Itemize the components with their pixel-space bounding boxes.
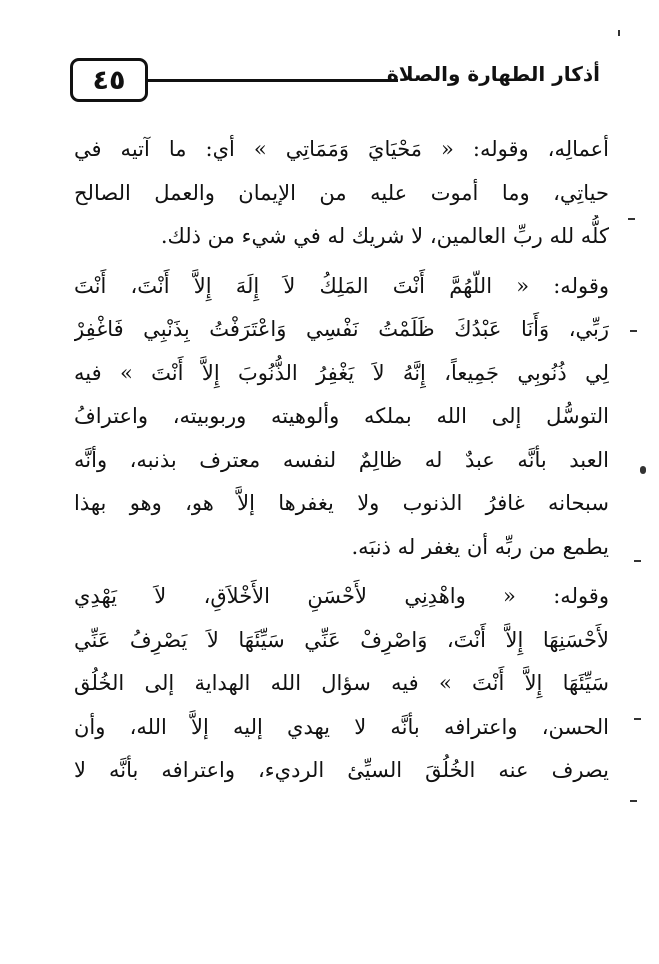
- paragraph-2: [74, 265, 609, 570]
- scan-mark: [630, 330, 637, 332]
- text-line: التوسُّل إلى الله بملكه وألوهيته وربوبيته، واعترافُ: [74, 404, 609, 428]
- scan-mark: [634, 718, 641, 720]
- body-text: [74, 128, 609, 793]
- scan-mark: [630, 800, 637, 802]
- text-line: أعمالِه، وقوله: « مَحْيَايَ وَمَمَاتِي » أي: ما آتيه في: [74, 137, 609, 161]
- text-line: يطمع من ربِّه أن يغفر له ذنبَه.: [351, 534, 609, 559]
- paragraph-3: [74, 575, 609, 793]
- text-line: العبد بأنَّه عبدٌ له ظالِمٌ لنفسه معترف بذنبه، وأنَّه: [74, 447, 609, 472]
- scan-mark: [618, 30, 620, 36]
- text-line: كلُّه لله ربِّ العالمين، لا شريك له في شيء من ذلك.: [160, 224, 609, 248]
- text-line: يصرف عنه الخُلُقَ السيِّئ الرديء، واعترافه بأنَّه لا: [74, 758, 609, 782]
- text-line: وقوله: « اللّهُمَّ أَنْتَ المَلِكُ لاَ إِلَهَ إِلاَّ أَنْتَ، أَنْتَ: [74, 273, 609, 298]
- text-line: حياتِي، وما أموت عليه من الإيمان والعمل الصالح: [74, 180, 609, 205]
- page-header: [70, 58, 600, 108]
- scan-mark: [628, 218, 635, 220]
- text-line: لأَحْسَنِهَا إِلاَّ أَنْتَ، وَاصْرِفْ عَنِّي سَيِّئَهَا لاَ يَصْرِفُ عَنِّي: [74, 627, 609, 652]
- page-number: ٤٥: [92, 64, 126, 96]
- text-line: لِي ذُنُوبِي جَمِيعاً، إِنَّهُ لاَ يَغْفِرُ الذُّنُوبَ إِلاَّ أَنْتَ » فيه: [74, 360, 609, 385]
- text-line: الحسن، واعترافه بأنَّه لا يهدي إليه إلاَّ الله، وأن: [74, 714, 609, 739]
- text-line: سبحانه غافرُ الذنوب ولا يغفرها إلاَّ هو، وهو بهذا: [74, 491, 609, 515]
- paragraph-1: [74, 128, 609, 259]
- text-line: سَيِّئَهَا إِلاَّ أَنْتَ » فيه سؤال الله الهداية إلى الخُلُق: [74, 671, 609, 695]
- text-line: رَبِّي، وَأَنَا عَبْدُكَ ظَلَمْتُ نَفْسِي وَاعْتَرَفْتُ بِذَنْبِي فَاغْفِرْ: [74, 317, 609, 341]
- running-title: أذكار الطهارة والصلاة: [386, 62, 600, 86]
- scan-mark: [634, 560, 641, 562]
- text-line: وقوله: « واهْدِنِي لأَحْسَنِ الأَخْلاَقِ، لاَ يَهْدِي: [74, 584, 609, 608]
- page-number-box: [70, 58, 148, 102]
- scan-mark: [640, 466, 646, 474]
- header-rule: [148, 79, 398, 82]
